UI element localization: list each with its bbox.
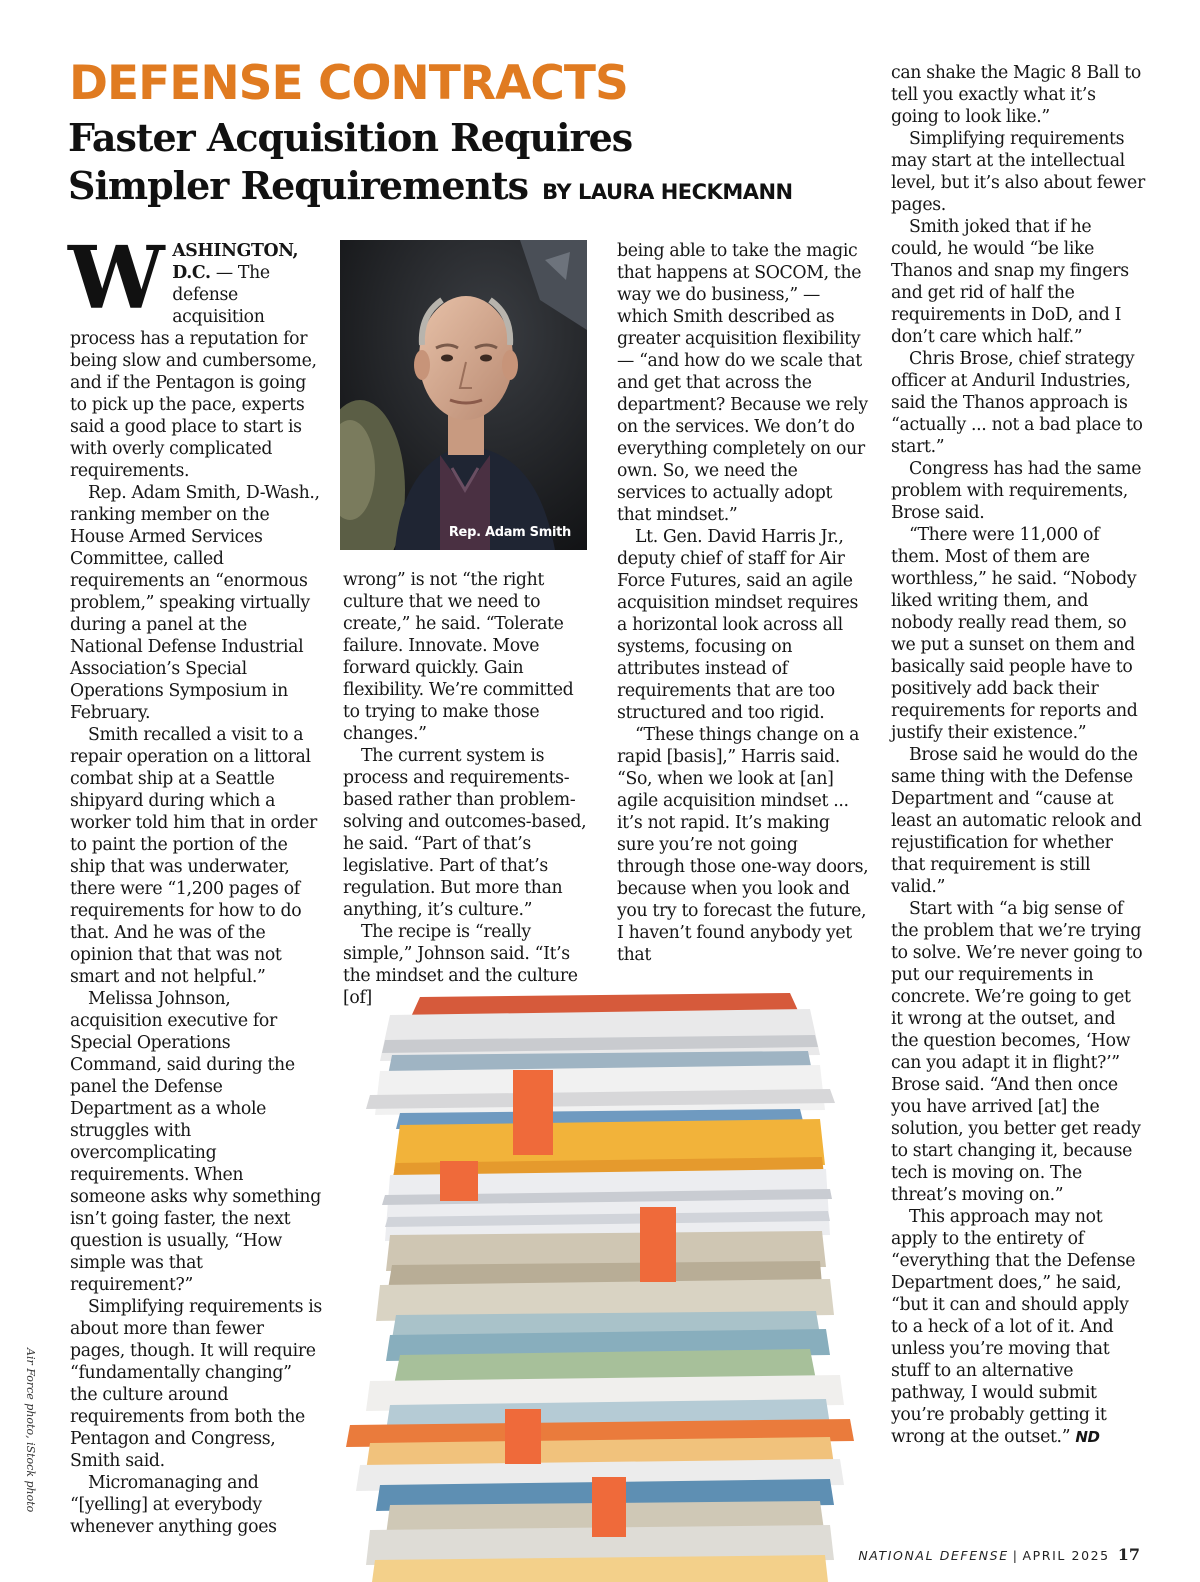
page-number: 17 xyxy=(1117,1545,1140,1564)
paragraph-13: Chris Brose, chief strategy officer at Anduril Industries, said the Thanos approach is “actually ... not a bad place to start.” xyxy=(891,349,1143,457)
paper-stack-illustration xyxy=(330,985,870,1582)
headline xyxy=(68,114,868,216)
paragraph-10-continued: can shake the Magic 8 Ball to tell you exactly what it’s going to look like.” xyxy=(891,63,1141,127)
paragraph-1: — The defense acquisition process has a reputation for being slow and cumbersome, and if the Pentagon is going to pick up the pace, experts said a good place to start is with overly complicated requirements. xyxy=(70,263,317,481)
issue-date: APRIL 2025 xyxy=(1022,1548,1110,1563)
lead-paragraph xyxy=(68,228,322,482)
paper-stack-image xyxy=(330,985,870,1582)
paragraph-5: Simplifying requirements is about more than fewer pages, though. It will require “fundamentally changing” the culture around requirements from both the Pentagon and Congress, Smith said. xyxy=(70,1297,322,1471)
paragraph-6: Micromanaging and “[yelling] at everybody whenever anything goes xyxy=(70,1473,277,1537)
footer-separator: | xyxy=(1012,1548,1019,1563)
paragraph-9: Lt. Gen. David Harris Jr., deputy chief of staff for Air Force Futures, said an agile acquisition mindset requires a horizontal look across all systems, focusing on attributes instead of requirements that are too structured and too rigid. xyxy=(617,527,858,723)
paragraph-18 xyxy=(891,1206,1147,1448)
section-label: DEFENSE CONTRACTS xyxy=(69,56,628,111)
paragraph-18-text: This approach may not apply to the entirety of “everything that the Defense Department does,” he said, “but it can and should apply to a heck of a lot of it. And unless you’re moving that stuff to an alternative pathway, I would submit you’re probably getting it wrong at the outset.” xyxy=(891,1207,1136,1447)
paragraph-10: “These things change on a rapid [basis],” Harris said. “So, when we look at [an] agile acquisition mindset ... it’s not rapid. It’s making sure you’re not going through those one-way doors, because when you look and you try to forecast the future, I haven’t found anybody yet that xyxy=(617,725,869,965)
paragraph-8-continued: being able to take the magic that happens at SOCOM, the way we do business,” — which Smith described as greater acquisition flexibility — “and how do we scale that and get that across the department? Because we rely on the services. We don’t do everything completely on our own. So, we need the services to actually adopt that mindset.” xyxy=(617,241,868,525)
paragraph-6-continued: wrong” is not “the right culture that we need to create,” he said. “Tolerate failure. Innovate. Move forward quickly. Gain flexibility. We’re committed to trying to make those changes.” xyxy=(343,570,574,744)
headline-line-2 xyxy=(68,162,868,216)
paragraph-7: The current system is process and requirements-based rather than problem-solving and outcomes-based, he said. “Part of that’s legislative. Part of that’s regulation. But more than anything, it’s culture.” xyxy=(343,746,587,920)
page-footer xyxy=(858,1545,1140,1564)
photo-caption: Rep. Adam Smith xyxy=(448,525,571,540)
photo-credit: Air Force photo, iStock photo xyxy=(24,1348,37,1513)
article-column-3 xyxy=(617,240,869,966)
paragraph-8: The recipe is “really simple,” Johnson said. “It’s the mindset and the culture [of] xyxy=(343,922,578,1008)
paragraph-11: Simplifying requirements may start at the intellectual level, but it’s also about fewer pages. xyxy=(891,129,1145,215)
dropcap: W xyxy=(68,228,165,329)
paragraph-14: Congress has had the same problem with requirements, Brose said. xyxy=(891,459,1142,523)
dateline: ASHINGTON, D.C. xyxy=(172,241,299,283)
publication-name: NATIONAL DEFENSE xyxy=(858,1548,1009,1563)
byline: BY LAURA HECKMANN xyxy=(542,180,793,204)
portrait-illustration xyxy=(340,240,587,550)
article-column-4 xyxy=(891,62,1147,1448)
portrait-photo xyxy=(340,240,587,550)
headline-line-1: Faster Acquisition Requires xyxy=(68,115,633,160)
article-column-2 xyxy=(343,569,595,1009)
paragraph-2: Rep. Adam Smith, D-Wash., ranking member on the House Armed Services Committee, called requirements an “enormous problem,” speaking virtually during a panel at the National Defense Industrial Association’s Special Operations Symposium in February. xyxy=(70,483,320,723)
paragraph-16: Brose said he would do the same thing with the Defense Department and “cause at least an automatic relook and rejustification for whether that requirement is still valid.” xyxy=(891,745,1142,897)
headline-line-2-text: Simpler Requirements xyxy=(68,163,529,208)
paragraph-4: Melissa Johnson, acquisition executive for Special Operations Command, said during the panel the Defense Department as a whole struggles with overcomplicating requirements. When someone asks why something isn’t going faster, the next question is usually, “How simple was that requirement?” xyxy=(70,989,321,1295)
article-column-1 xyxy=(68,228,322,1538)
paragraph-3: Smith recalled a visit to a repair operation on a littoral combat ship at a Seattle shipyard during which a worker told him that in order to paint the portion of the ship that was underwater, there were “1,200 pages of requirements for how to do that. And he was of the opinion that that was not smart and not helpful.” xyxy=(70,725,317,987)
paragraph-12: Smith joked that if he could, he would “be like Thanos and snap my fingers and get rid of half the requirements in DoD, and I don’t care which half.” xyxy=(891,217,1129,347)
paragraph-17: Start with “a big sense of the problem that we’re trying to solve. We’re never going to put our requirements in concrete. We’re going to get it wrong at the outset, and the question becomes, ‘How can you adapt it in flight?’” Brose said. “And then once you have arrived [at] the solution, you better get ready to start changing it, because tech is moving on. The threat’s moving on.” xyxy=(891,899,1143,1205)
end-mark: ND xyxy=(1075,1428,1100,1446)
paragraph-15: “There were 11,000 of them. Most of them are worthless,” he said. “Nobody liked writing them, and nobody really read them, so we put a sunset on them and basically said people have to positively add back their requirements for reports and justify their existence.” xyxy=(891,525,1138,743)
